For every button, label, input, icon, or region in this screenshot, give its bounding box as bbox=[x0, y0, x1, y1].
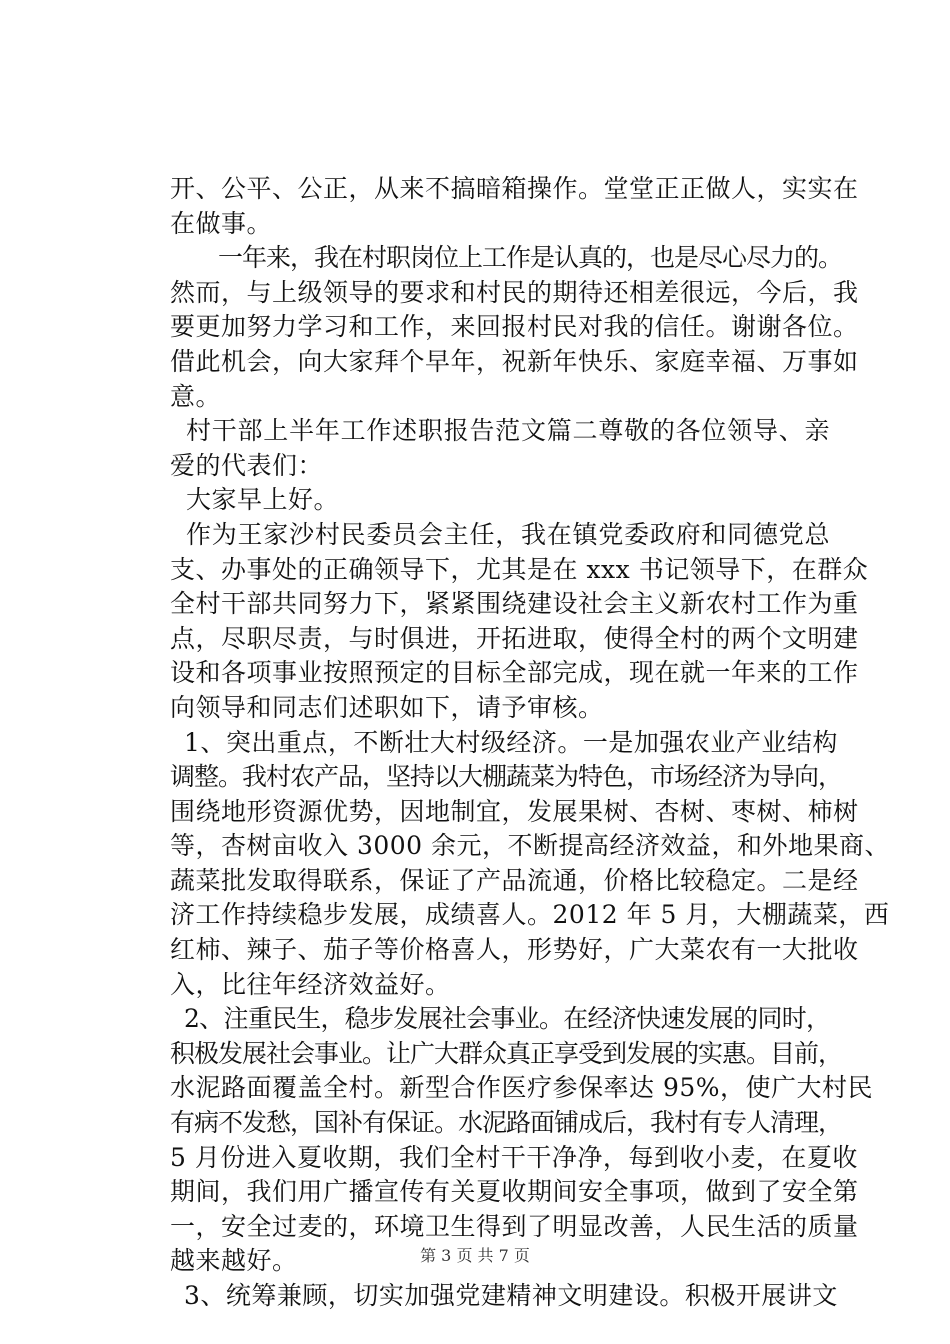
text-line: 水泥路面覆盖全村。新型合作医疗参保率达 95%，使广大村民 bbox=[170, 1073, 874, 1103]
text-line: 要更加努力学习和工作，来回报村民对我的信任。谢谢各位。 bbox=[170, 312, 859, 342]
page-number-footer: 第 3 页 共 7 页 bbox=[420, 1246, 530, 1265]
paragraph-heading: 村干部上半年工作述职报告范文篇二尊敬的各位领导、亲 bbox=[186, 416, 830, 446]
text-line: 设和各项事业按照预定的目标全部完成，现在就一年来的工作 bbox=[170, 658, 859, 688]
text-line: 期间，我们用广播宣传有关夏收期间安全事项，做到了安全第 bbox=[170, 1177, 859, 1207]
text-line: 爱的代表们： bbox=[170, 450, 324, 480]
text-line: 红柿、辣子、茄子等价格喜人，形势好，广大菜农有一大批收 bbox=[170, 935, 859, 965]
text-line: 然而，与上级领导的要求和村民的期待还相差很远，今后，我 bbox=[170, 277, 859, 307]
section-item-3: 3、统筹兼顾，切实加强党建精神文明建设。积极开展讲文 bbox=[184, 1281, 838, 1310]
document-body bbox=[170, 172, 891, 1314]
text-line: 等，杏树亩收入 3000 余元，不断提高经济效益，和外地果商、 bbox=[170, 831, 891, 861]
text-line: 一，安全过麦的，环境卫生得到了明显改善，人民生活的质量 bbox=[170, 1211, 859, 1241]
text-line: 积极发展社会事业。让广大群众真正享受到发展的实惠。目前， bbox=[170, 1038, 843, 1068]
text-line: 一年来，我在村职岗位上工作是认真的，也是尽心尽力的。 bbox=[170, 243, 843, 273]
text-line: 开、公平、公正，从来不搞暗箱操作。堂堂正正做人，实实在 bbox=[170, 174, 859, 203]
text-line: 围绕地形资源优势，因地制宜，发展果树、杏树、枣树、柿树 bbox=[170, 796, 859, 826]
text-line: 有病不发愁，国补有保证。水泥路面铺成后，我村有专人清理， bbox=[170, 1108, 843, 1138]
text-line: 意。 bbox=[170, 381, 222, 411]
text-line: 入，比往年经济效益好。 bbox=[170, 969, 451, 999]
text-line: 5 月份进入夏收期，我们全村干干净净，每到收小麦，在夏收 bbox=[170, 1142, 858, 1172]
text-line: 在做事。 bbox=[170, 208, 273, 238]
text-line: 济工作持续稳步发展，成绩喜人。2012 年 5 月，大棚蔬菜，西 bbox=[170, 900, 890, 930]
text-line: 向领导和同志们述职如下，请予审核。 bbox=[170, 692, 604, 722]
text-line: 借此机会，向大家拜个早年，祝新年快乐、家庭幸福、万事如 bbox=[170, 346, 859, 376]
text-line: 越来越好。 bbox=[170, 1246, 298, 1276]
text-line: 蔬菜批发取得联系，保证了产品流通，价格比较稳定。二是经 bbox=[170, 865, 859, 895]
text-line: 支、办事处的正确领导下，尤其是在 xxx 书记领导下，在群众 bbox=[170, 554, 869, 584]
text-line: 点，尽职尽责，与时俱进，开拓进取，使得全村的两个文明建 bbox=[170, 623, 859, 653]
greeting-line: 大家早上好。 bbox=[186, 485, 340, 515]
text-line: 调整。我村农产品，坚持以大棚蔬菜为特色，市场经济为导向， bbox=[170, 762, 843, 792]
section-item-1: 1、突出重点，不断壮大村级经济。一是加强农业产业结构 bbox=[184, 727, 838, 757]
section-item-2: 2、注重民生，稳步发展社会事业。在经济快速发展的同时， bbox=[184, 1004, 830, 1034]
text-line: 全村干部共同努力下，紧紧围绕建设社会主义新农村工作为重 bbox=[170, 589, 859, 619]
text-line: 作为王家沙村民委员会主任，我在镇党委政府和同德党总 bbox=[186, 519, 830, 549]
